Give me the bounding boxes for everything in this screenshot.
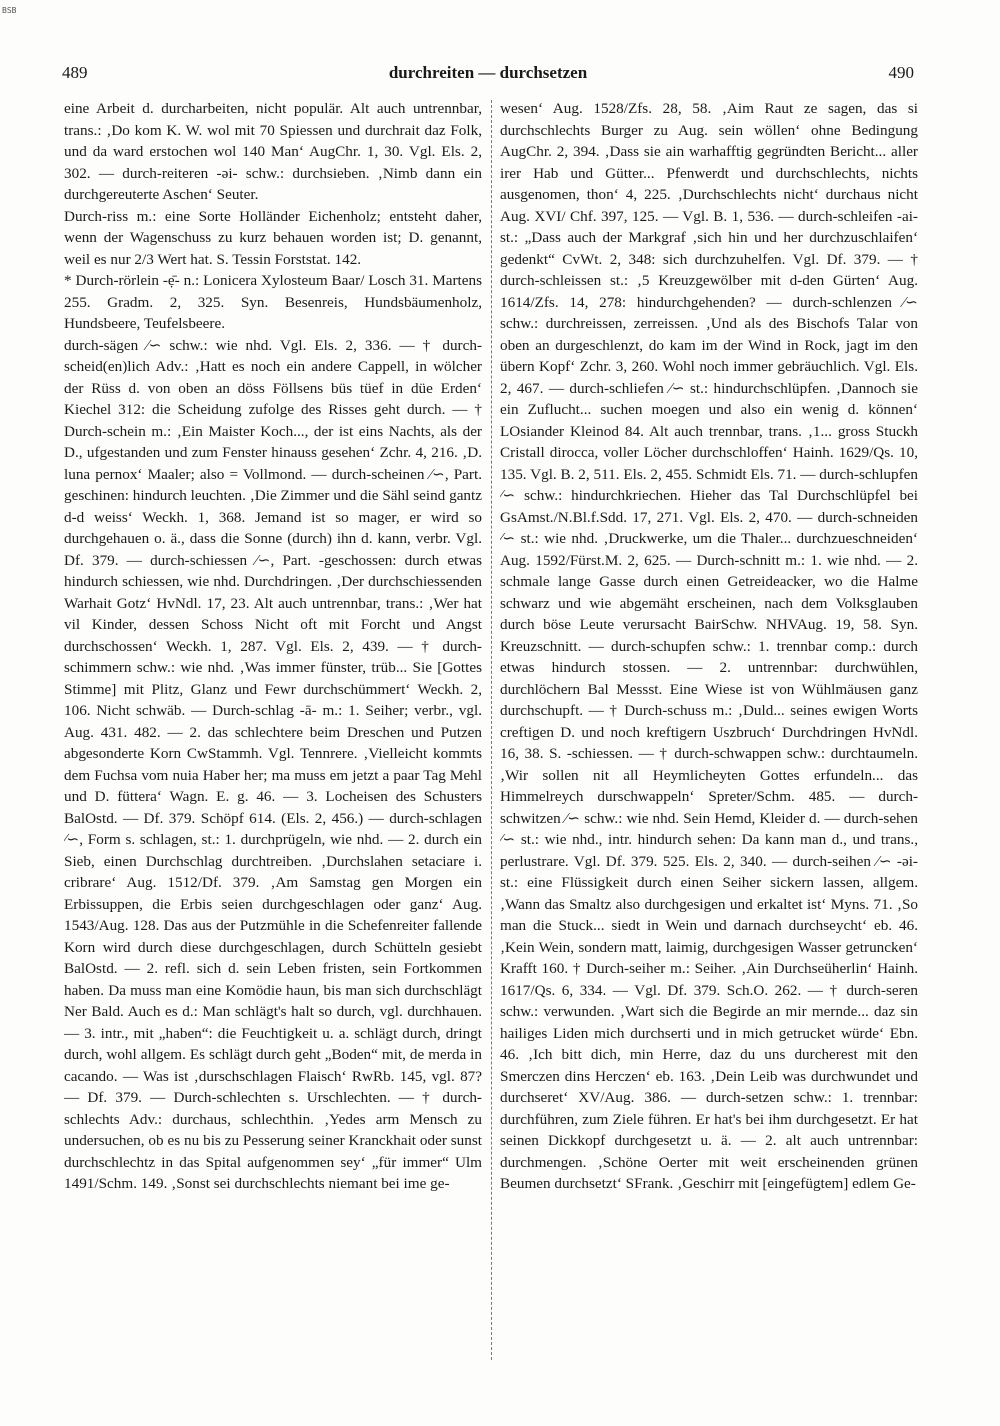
running-title: durchreiten — durchsetzen <box>388 63 588 82</box>
column-divider <box>491 100 492 1360</box>
entry-paragraph: eine Arbeit d. durcharbeiten, nicht populär. Alt auch untrennbar, trans.: ‚Do kom K. W. wol mit 70 Spiessen und durchrait daz Folk, und da ward erstochen wol 140 Man‘ AugChr. 1, 30. Vgl. Els. 2, 302. — durch-reiteren -əi- schw.: durchsieben. ‚Nimb dann ein durchgereuterte Aschen‘ Seuter. <box>64 100 482 203</box>
right-page-number: 490 <box>888 63 914 82</box>
entry-paragraph: durch-sägen ∕∽ schw.: wie nhd. Vgl. Els. 2, 336. — † durch-scheid(en)lich Adv.: ‚Hatt es noch ein andere Cappell, in wölcher der Rüss d. von oben an döss Föllsens büs tüef in düe Erden‘ Kiechel 312: die Scheidung zufolge des Risses geht durch. — † Durch-schein m.: ‚Ein Maister Koch..., der ist eins Nachts, als der D., ufgestanden und zum Fenster hinauss gesehen‘ Zchr. 4, 216. ‚D. luna pernox‘ Maaler; also = Vollmond. — durch-scheinen ∕∽, Part. geschinen: hindurch leuchten. ‚Die Zimmer und die Sähl seind gantz d-d weiss‘ Weckh. 1, 368. Jemand ist so mager, er wird so durchgehauen o. ä., dass die Sonne (durch) ihn d. kann, verbr. Vgl. Df. 379. — durch-schiessen ∕∽, Part. -geschossen: durch etwas hindurch schiessen, wie nhd. Durchdringen. ‚Der durchschiessenden Warhait Gotz‘ HvNdl. 17, 23. Alt auch untrennbar, trans.: ‚Wer hat vil Kinder, dessen Schoss Nicht oft mit Forcht und Angst durchschossen‘ Weckh. 1, 287. Vgl. Els. 2, 439. — † durch-schimmern schw.: wie nhd. ‚Was immer fünster, trüb... Sie [Gottes Stimme] mit Plitz, Glanz und Fewr durchschümmert‘ Weckh. 2, 106. Nicht schwäb. — Durch-schlag -ā- m.: 1. Seiher; verbr., vgl. Aug. 431. 482. — 2. das schlechtere beim Dreschen und Putzen abgesonderte Korn CwStammh. Vgl. Tennrere. ‚Vielleicht kommts dem Fuchsa vom nuia Haber her; ma muss em jetzt a paar Tag Mehl und D. füttera‘ Wagn. E. g. 46. — 3. Locheisen des Schusters BalOstd. — Df. 379. Schöpf 614. (Els. 2, 456.) — durch-schlagen ∕∽, Form s. schlagen, st.: 1. durchprügeln, wie nhd. — 2. durch ein Sieb, einen Durchschlag durchtreiben. ‚Durchslahen setaciare i. cribrare‘ Aug. 1512/Df. 379. ‚Am Samstag gen Morgen ein Erbissuppen, die Erbis seien durchgeschlagen oder ganz‘ Aug. 1543/Aug. 128. Das aus der Putzmühle in die Schefenreiter fallende Korn wird durch diese durchgeschlagen, durch Schütteln gesiebt BalOstd. — 2. refl. sich d. sein Leben fristen, sein Fortkommen haben. Da muss man eine Komödie haun, bis man sich durchschlägt Ner Bald. Auch es d.: Man schlägt's halt so durch, vgl. durchhauen. — 3. intr., mit „haben“: die Feuchtigkeit u. a. schlägt durch, dringt durch, wohl allgem. Es schlägt durch geht „Boden“ mit, de merda in cacando. — Was ist ‚durschschlagen Flaisch‘ RwRb. 145, vgl. 87? — Df. 379. — Durch-schlechten s. Urschlechten. — † durch-schlechts Adv.: durchaus, schlechthin. ‚Yedes arm Mensch zu undersuchen, ob es nu bis zu Pesserung seiner Kranckhait oder sunst durchschlechtz in das Spital aufgenommen sey‘ „für immer“ Ulm 1491/Schm. 149. ‚Sonst sei durchschlechts niemant bei ime ge- <box>64 336 482 1192</box>
left-column <box>64 98 482 1364</box>
library-stamp: BSB <box>2 6 17 15</box>
entry-paragraph: Durch-riss m.: eine Sorte Holländer Eichenholz; entsteht daher, wenn der Wagenschuss zu kurz behauen worden ist; D. genannt, weil es nur 2/3 Wert hat. S. Tessin Forststat. 142. <box>64 207 482 268</box>
left-page-number: 489 <box>62 63 88 82</box>
entry-paragraph: wesen‘ Aug. 1528/Zfs. 28, 58. ‚Aim Raut ze sagen, das si durchschlechts Burger zu Aug. sein wöllen‘ ohne Bedingung AugChr. 2, 394. ‚Dass sie ain warhafftig gegründten Bericht... aller irer Hab und Gütter... Pfenwerdt und durchschlechts, nichts ausgenomen, thon‘ 4, 225. ‚Durchschlechts nicht‘ durchaus nicht Aug. XVI/ Chf. 397, 125. — Vgl. B. 1, 536. — durch-schleifen -ai- st.: „Dass auch der Markgraf ‚sich hin und her durchzuschlaifen‘ gedenkt“ CvWt. 2, 348: sich durchzuhelfen. Vgl. Df. 379. — † durch-schleissen st.: ‚5 Kreuzgewölber mit d-den Gürten‘ Aug. 1614/Zfs. 14, 278: hindurchgehenden? — durch-schlenzen ∕∽ schw.: durchreissen, zerreissen. ‚Und als des Bischofs Talar von oben an durgeschlenzt, do kam im der Wind in Rock, jagt im den übern Kopf‘ Zchr. 3, 260. Wohl noch immer gebräuchlich. Vgl. Els. 2, 467. — durch-schliefen ∕∽ st.: hindurchschlüpfen. ‚Dannoch sie ein Zuflucht... suchen moegen und also ein wenig d. können‘ LOsiander Kleinod 84. Alt auch trennbar, trans. ‚1... gross Stuckh Cristall dirocca, voller Löcher durchschloffen‘ Hainh. 1629/Qs. 10, 135. Vgl. B. 2, 511. Els. 2, 455. Schmidt Els. 71. — durch-schlupfen ∕∽ schw.: hindurchkriechen. Hieher das Tal Durchschlüpfel bei GsAmst./N.Bl.f.Sdd. 17, 271. Vgl. Els. 2, 470. — durch-schneiden ∕∽ st.: wie nhd. ‚Druckwerke, um die Thaler... durchzueschneiden‘ Aug. 1592/Fürst.M. 2, 625. — Durch-schnitt m.: 1. wie nhd. — 2. schmale lange Gasse durch einen Getreideacker, wo die Halme schwarz und wie abgemäht erscheinen, nach dem Volksglauben durch böse Leute verursacht BairSchw. NHVAug. 19, 58. Syn. Kreuzschnitt. — durch-schupfen schw.: 1. trennbar comp.: durch etwas hindurch stossen. — 2. untrennbar: durchwühlen, durchlöchern Bal Messst. Eine Wiese ist von Wühlmäusen ganz durchschupft. — † Durch-schuss m.: ‚Duld... seines ewigen Worts creftigen D. und noch kreftigern Uszbruch‘ Durchdringen HvNdl. 16, 38. S. -schiessen. — † durch-schwappen schw.: durchtaumeln. ‚Wir sollen nit all Heymlicheyten Gottes erfundeln... das Himmelreych durschwappeln‘ Spreter/Schm. 485. — durch-schwitzen ∕∽ schw.: wie nhd. Sein Hemd, Kleider d. — durch-sehen ∕∽ st.: wie nhd., intr. hindurch sehen: Da kann man d., und trans., perlustrare. Vgl. Df. 379. 525. Els. 2, 340. — durch-seihen ∕∽ -əi- st.: eine Flüssigkeit durch einen Seiher sickern lassen, allgem. ‚Wann das Smaltz also durchgesigen und erkaltet ist‘ Myns. 71. ‚So man die Stuck... siedt in Wein und darnach durchseycht‘ eb. 46. ‚Kein Wein, sondern matt, laimig, durchgesigen Wasser getruncken‘ Krafft 160. † Durch-seiher m.: Seiher. ‚Ain Durchseüherlin‘ Hainh. 1617/Qs. 6, 334. — Vgl. Df. 379. Sch.O. 262. — † durch-seren schw.: verwunden. ‚Wart sich die Begirde an mir mernde... daz sin hailiges Liden mich durchserti und in mich getrucket würde‘ Ebn. 46. ‚Ich bitt dich, min Herre, daz du uns durcherest mit den Smerczen dins Herczen‘ eb. 163. ‚Dein Leib was durchwundet und durchseret‘ XV/Aug. 386. — durch-setzen schw.: 1. trennbar: durchführen, zum Ziele führen. Er hat's bei ihm durchgesetzt. Er hat seinen Dickkopf durchgesetzt u. ä. — 2. alt auch untrennbar: durchmengen. ‚Schöne Oerter mit weit erscheinenden grünen Beumen durchsetzt‘ SFrank. ‚Geschirr mit [eingefügtem] edlem Ge- <box>500 100 918 1192</box>
entry-paragraph: * Durch-rörlein -ẹ̄- n.: Lonicera Xylosteum Baar/ Losch 31. Martens 255. Gradm. 2, 325. Syn. Besenreis, Hundsbäumenholz, Hundsbeere, Teufelsbeere. <box>64 272 482 332</box>
page-header <box>62 63 914 87</box>
right-column <box>500 98 918 1364</box>
